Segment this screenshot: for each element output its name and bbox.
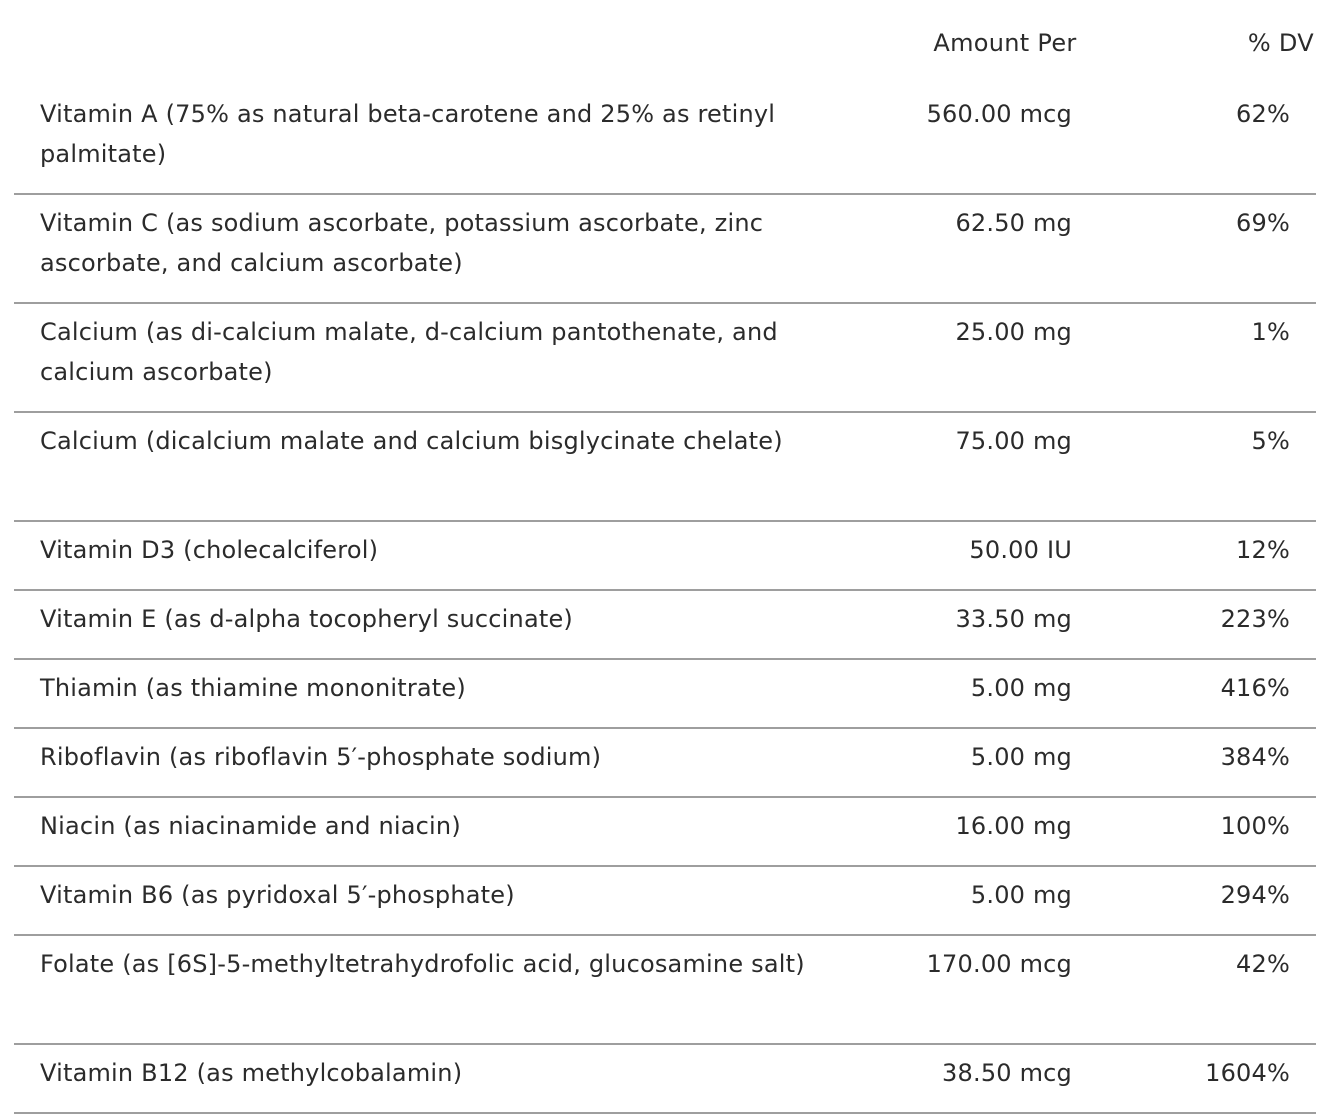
table-row: [14, 304, 1316, 413]
table-header: [0, 0, 1340, 86]
table-row: [14, 729, 1316, 798]
amount-per-header: Amount Per: [933, 29, 1077, 57]
table-row: [14, 195, 1316, 304]
nutrient-daily-value: 100%: [1220, 812, 1290, 840]
table-row: [14, 867, 1316, 936]
nutrient-daily-value: 69%: [1236, 209, 1290, 237]
nutrient-daily-value: 62%: [1236, 100, 1290, 128]
nutrient-name: Calcium (dicalcium malate and calcium bisglycinate chelate): [40, 427, 783, 455]
nutrient-name: Vitamin B6 (as pyridoxal 5′-phosphate): [40, 881, 515, 909]
nutrient-daily-value: 223%: [1220, 605, 1290, 633]
nutrient-daily-value: 1%: [1251, 318, 1290, 346]
nutrient-amount: 560.00 mcg: [926, 100, 1072, 128]
table-row: [14, 660, 1316, 729]
nutrient-amount: 5.00 mg: [970, 881, 1072, 909]
nutrient-name: Folate (as [6S]-5-methyltetrahydrofolic acid, glucosamine salt): [40, 950, 805, 978]
nutrient-amount: 75.00 mg: [955, 427, 1072, 455]
nutrient-name: Riboflavin (as riboflavin 5′-phosphate sodium): [40, 743, 602, 771]
table-row: [14, 936, 1316, 1045]
table-row: [14, 798, 1316, 867]
table-row: [14, 86, 1316, 195]
nutrient-name: Vitamin C (as sodium ascorbate, potassium ascorbate, zinc ascorbate, and calcium ascorbate): [40, 209, 764, 277]
nutrient-daily-value: 5%: [1251, 427, 1290, 455]
nutrient-daily-value: 294%: [1220, 881, 1290, 909]
nutrient-name: Thiamin (as thiamine mononitrate): [40, 674, 466, 702]
table-row: [14, 413, 1316, 522]
nutrient-amount: 50.00 IU: [969, 536, 1072, 564]
nutrient-name: Vitamin B12 (as methylcobalamin): [40, 1059, 463, 1087]
nutrient-amount: 38.50 mcg: [942, 1059, 1072, 1087]
nutrient-name: Vitamin D3 (cholecalciferol): [40, 536, 379, 564]
nutrient-amount: 5.00 mg: [970, 743, 1072, 771]
nutrient-amount: 170.00 mcg: [926, 950, 1072, 978]
nutrient-daily-value: 12%: [1236, 536, 1290, 564]
nutrient-daily-value: 384%: [1220, 743, 1290, 771]
nutrient-name: Calcium (as di-calcium malate, d-calcium pantothenate, and calcium ascorbate): [40, 318, 778, 386]
table-row: [14, 591, 1316, 660]
nutrient-amount: 25.00 mg: [955, 318, 1072, 346]
nutrient-daily-value: 42%: [1236, 950, 1290, 978]
table-row: [14, 522, 1316, 591]
nutrient-name: Niacin (as niacinamide and niacin): [40, 812, 461, 840]
nutrient-daily-value: 1604%: [1205, 1059, 1290, 1087]
nutrient-name: Vitamin E (as d-alpha tocopheryl succinate): [40, 605, 573, 633]
daily-value-header: % DV: [1247, 29, 1314, 57]
table-body: [14, 86, 1316, 1114]
nutrient-name: Vitamin A (75% as natural beta-carotene and 25% as retinyl palmitate): [40, 100, 776, 168]
nutrient-amount: 62.50 mg: [955, 209, 1072, 237]
nutrient-amount: 16.00 mg: [955, 812, 1072, 840]
nutrient-amount: 33.50 mg: [955, 605, 1072, 633]
nutrient-daily-value: 416%: [1220, 674, 1290, 702]
nutrient-amount: 5.00 mg: [970, 674, 1072, 702]
